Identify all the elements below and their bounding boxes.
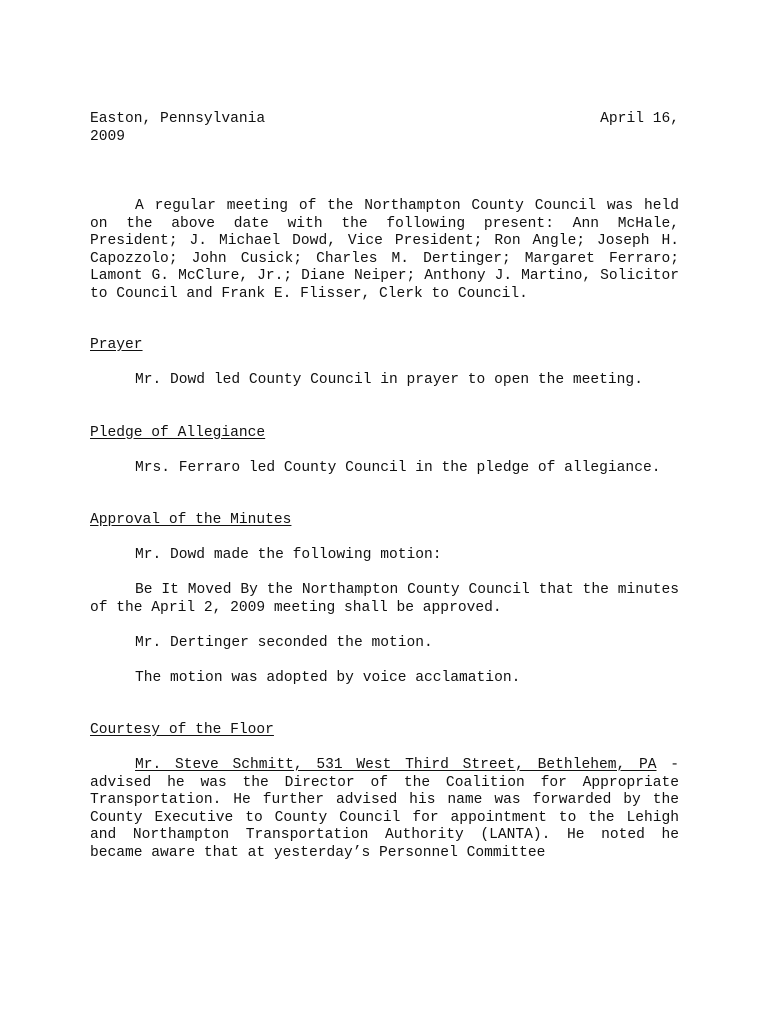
pledge-paragraph: Mrs. Ferraro led County Council in the pledge of allegiance. <box>135 459 661 476</box>
document-header <box>90 111 679 129</box>
minutes-resolution-paragraph: Be It Moved By the Northampton County Council that the minutes of the April 2, 2009 meeting shall be approved. <box>90 582 679 616</box>
courtesy-text: - advised he was the Director of the Coalition for Appropriate Transportation. He further advised his name was forwarded by the County Executive to County Council for appointment to the Lehigh and Northampton Transportation Authority (LANTA). He noted he became aware that at yesterday’s Personnel Committee <box>90 757 679 861</box>
minutes-second-paragraph: Mr. Dertinger seconded the motion. <box>135 634 433 651</box>
minutes-result-paragraph: The motion was adopted by voice acclamation. <box>135 669 521 686</box>
intro-paragraph: A regular meeting of the Northampton County Council was held on the above date with the following present: Ann McHale, President; J. Michael Dowd, Vice President; Ron Angle; Joseph H. Capozzolo; John Cusick; Charles M. Dertinger; Margaret Ferraro; Lamont G. McClure, Jr.; Diane Neiper; Anthony J. Martino, Solicitor to Council and Frank E. Flisser, Clerk to Council. <box>90 198 679 302</box>
document-page <box>90 111 679 862</box>
minutes-motion-paragraph: Mr. Dowd made the following motion: <box>135 547 442 563</box>
section-heading-courtesy: Courtesy of the Floor <box>90 722 274 738</box>
section-heading-pledge: Pledge of Allegiance <box>90 424 266 441</box>
courtesy-speaker: Mr. Steve Schmitt, 531 West Third Street, Bethlehem, PA <box>135 757 657 773</box>
section-heading-minutes: Approval of the Minutes <box>90 512 292 528</box>
section-heading-prayer: Prayer <box>90 337 143 353</box>
header-location: Easton, Pennsylvania <box>90 111 266 127</box>
prayer-paragraph: Mr. Dowd led County Council in prayer to open the meeting. <box>135 372 643 388</box>
courtesy-paragraph <box>90 757 679 862</box>
header-date-year: 2009 <box>90 128 126 145</box>
header-date: April 16, <box>600 111 679 127</box>
